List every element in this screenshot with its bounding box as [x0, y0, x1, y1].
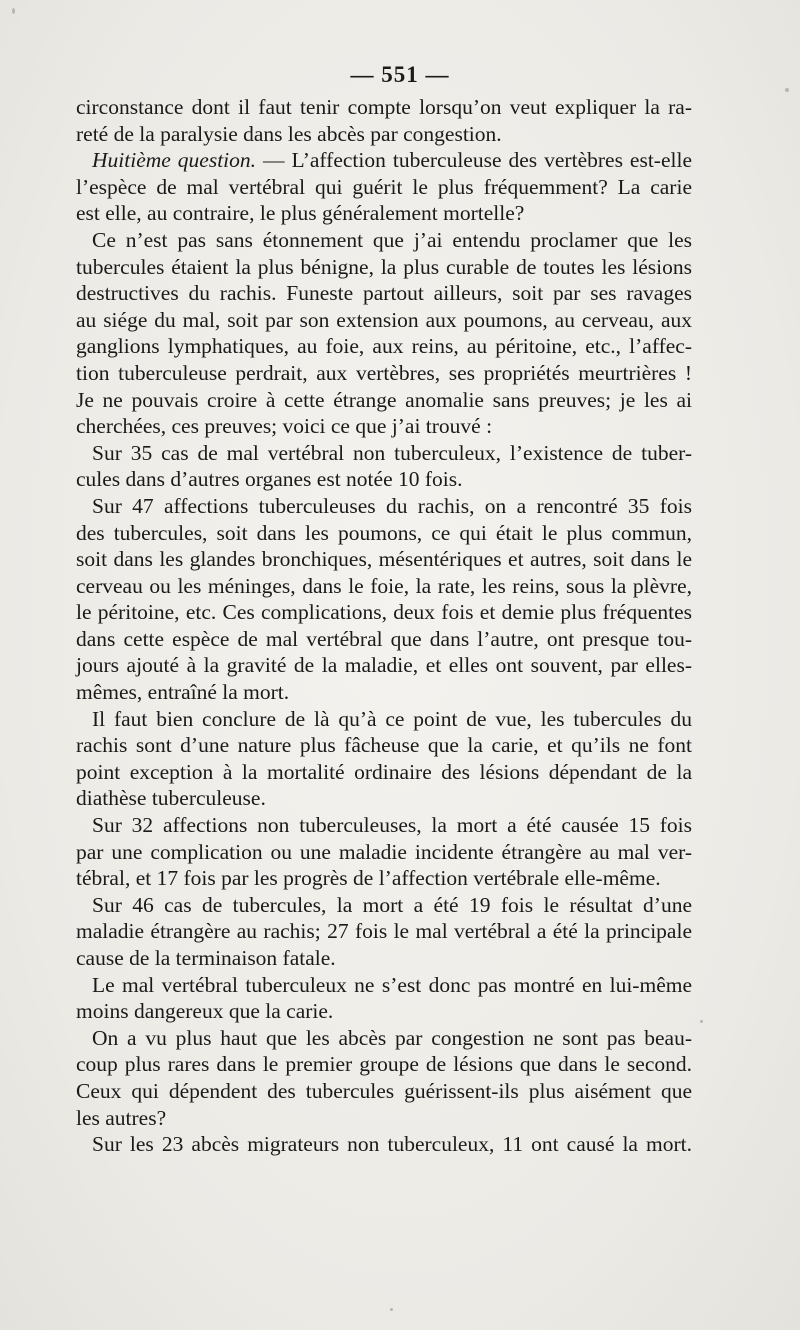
- paper-speck: [12, 8, 15, 14]
- text-line: cules dans d’autres organes est notée 10 fois.: [76, 467, 463, 492]
- text-line: moins dangereux que la carie.: [76, 999, 334, 1024]
- text-line: Ce n’est pas sans étonnement que j’ai entendu proclamer que les: [92, 227, 692, 252]
- text-line: [76, 147, 692, 174]
- text-line: Sur 35 cas de mal vertébral non tuberculeux, l’existence de tuber-: [92, 440, 692, 465]
- text-line: Je ne pouvais croire à cette étrange anomalie sans preuves; je les ai: [76, 387, 692, 412]
- text-line: destructives du rachis. Funeste partout ailleurs, soit par ses ravages: [76, 281, 692, 306]
- paper-speck: [785, 88, 789, 92]
- text-line: cherchées, ces preuves; voici ce que j’ai trouvé :: [76, 414, 493, 439]
- text-line: est elle, au contraire, le plus généralement mortelle?: [76, 201, 525, 226]
- text-line: Il faut bien conclure de là qu’à ce point de vue, les tubercules du: [92, 706, 692, 731]
- text-line: diathèse tuberculeuse.: [76, 786, 266, 811]
- section-heading-italic: Huitième question.: [92, 148, 257, 173]
- page-number: — 551 —: [350, 62, 450, 87]
- text-line: Sur 47 affections tuberculeuses du rachis, on a rencontré 35 fois: [92, 493, 692, 518]
- text-line: ganglions lymphatiques, au foie, aux reins, au péritoine, etc., l’affec-: [76, 334, 692, 359]
- text-line: tion tuberculeuse perdrait, aux vertèbres, ses propriétés meurtrières !: [76, 360, 692, 385]
- text-line: circonstance dont il faut tenir compte lorsqu’on veut expliquer la ra-: [76, 95, 692, 119]
- text-line: Ceux qui dépendent des tubercules guérissent-ils plus aisément que: [76, 1078, 692, 1103]
- text-line: tébral, et 17 fois par les progrès de l’affection vertébrale elle-même.: [76, 866, 661, 891]
- text-line: soit dans les glandes bronchiques, mésentériques et autres, soit dans le: [76, 547, 692, 572]
- body-text: [76, 94, 692, 1158]
- text-line: coup plus rares dans le premier groupe de lésions que dans le second.: [76, 1052, 692, 1077]
- text-line: par une complication ou une maladie incidente étrangère au mal ver-: [76, 839, 692, 864]
- text-line: Sur les 23 abcès migrateurs non tuberculeux, 11 ont causé la mort.: [92, 1132, 692, 1157]
- text-line: dans cette espèce de mal vertébral que dans l’autre, ont presque tou-: [76, 626, 692, 651]
- paper-speck: [700, 1020, 703, 1023]
- text-line: au siége du mal, soit par son extension aux poumons, au cerveau, aux: [76, 307, 692, 332]
- text-line: reté de la paralysie dans les abcès par congestion.: [76, 121, 502, 146]
- text-line: On a vu plus haut que les abcès par congestion ne sont pas beau-: [92, 1025, 692, 1050]
- text-line: tubercules étaient la plus bénigne, la plus curable de toutes les lésions: [76, 254, 692, 279]
- text-line: le péritoine, etc. Ces complications, deux fois et demie plus fréquentes: [76, 600, 692, 625]
- paper-speck: [390, 1308, 393, 1311]
- text-line-rest: — L’affection tuberculeuse des vertèbres est-elle: [256, 148, 692, 173]
- text-line: les autres?: [76, 1105, 167, 1130]
- text-line: point exception à la mortalité ordinaire des lésions dépendant de la: [76, 759, 692, 784]
- text-line: mêmes, entraîné la mort.: [76, 680, 290, 705]
- text-line: jours ajouté à la gravité de la maladie, et elles ont souvent, par elles-: [76, 653, 692, 678]
- text-line: Sur 46 cas de tubercules, la mort a été 19 fois le résultat d’une: [92, 892, 692, 917]
- text-line: Sur 32 affections non tuberculeuses, la mort a été causée 15 fois: [92, 813, 692, 838]
- text-line: cerveau ou les méninges, dans le foie, la rate, les reins, sous la plèvre,: [76, 573, 692, 598]
- text-line: rachis sont d’une nature plus fâcheuse que la carie, et qu’ils ne font: [76, 733, 692, 758]
- text-line: cause de la terminaison fatale.: [76, 946, 336, 970]
- text-line: l’espèce de mal vertébral qui guérit le plus fréquemment? La carie: [76, 174, 692, 199]
- text-line: des tubercules, soit dans les poumons, ce qui était le plus commun,: [76, 520, 692, 545]
- text-line: Le mal vertébral tuberculeux ne s’est donc pas montré en lui-même: [92, 972, 692, 997]
- text-line: maladie étrangère au rachis; 27 fois le mal vertébral a été la principale: [76, 919, 692, 944]
